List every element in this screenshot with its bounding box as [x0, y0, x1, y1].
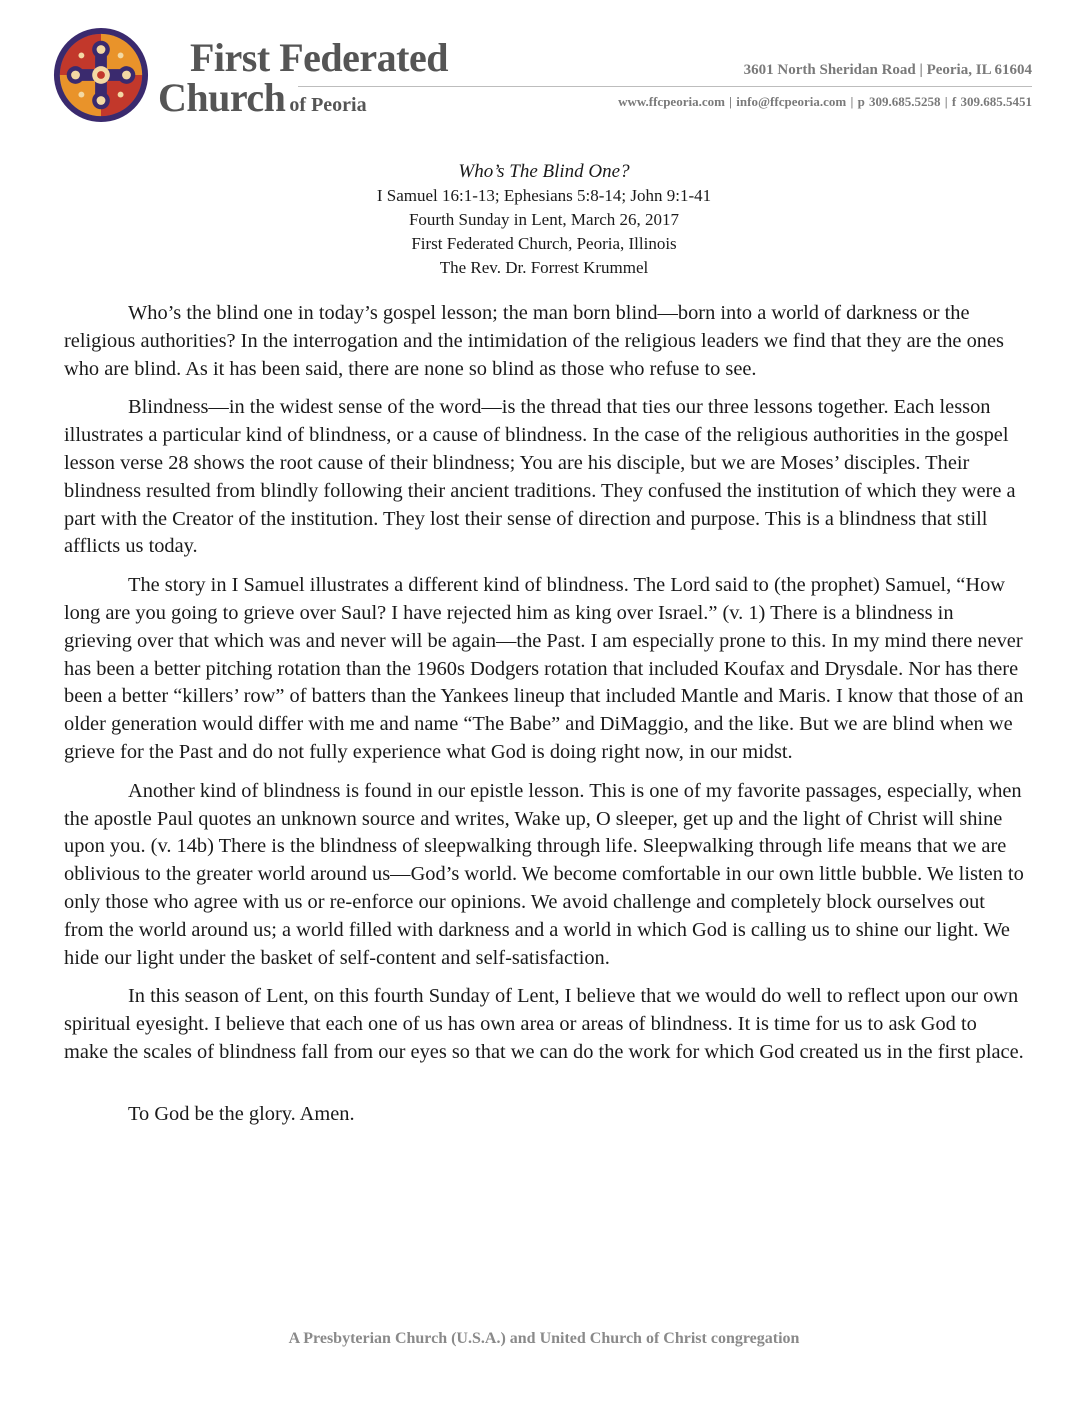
page-footer: A Presbyterian Church (U.S.A.) and United Church of Christ congregation [288, 1330, 800, 1347]
body-paragraph: In this season of Lent, on this fourth Sunday of Lent, I believe that we would do well to reflect upon our own spiritual eyesight. I believe that each one of us has own area or areas of blindness. It is time for us to ask God to make the scales of blindness fall from our eyes so that we can do the work for which God created us in the first place. [64, 985, 1024, 1063]
sermon-location: First Federated Church, Peoria, Illinois [411, 234, 677, 253]
brand-of-peoria: of Peoria [289, 94, 367, 116]
sermon-scripture: I Samuel 16:1-13; Ephesians 5:8-14; John 9:1-41 [376, 186, 712, 205]
body-paragraph: Blindness—in the widest sense of the word—is the thread that ties our three lessons together. Each lesson illustrates a particular kind of blindness, or a cause of blindness. In the case of the religious authorities in the gospel lesson verse 28 shows the root cause of their blindness; You are his disciple, but we are Moses’ disciples. Their blindness resulted from blindly following their ancient traditions. They confused the institution of which they were a part with the Creator of the institution. They lost their sense of direction and purpose. This is a blindness that still afflicts us today. [64, 396, 1016, 558]
sermon-title: Who’s The Blind One? [458, 161, 630, 182]
letterhead-divider [298, 86, 1032, 87]
body-paragraph: Who’s the blind one in today’s gospel lesson; the man born blind—born into a world of darkness or the religious authorities? In the interrogation and the intimidation of the religious leaders we find that they are the ones who are blind. As it has been said, there are none so blind as those who refuse to see. [64, 302, 1004, 380]
brand-name-line2 [158, 75, 367, 120]
sermon-preacher: The Rev. Dr. Forrest Krummel [439, 258, 649, 277]
letterhead [0, 0, 1088, 130]
sermon-body [64, 300, 1026, 1140]
body-paragraph: The story in I Samuel illustrates a different kind of blindness. The Lord said to (the prophet) Samuel, “How long are you going to grieve over Saul? I have rejected him as king over Israel.” (v. 1) There is a blindness in grieving over that which was and never will be again—the Past. I am especially prone to this. In my mind there never has been a better pitching rotation than the 1960s Dodgers rotation that included Koufax and Drysdale. Nor has there been a better “killers’ row” of batters than the Yankees lineup that included Mantle and Maris. I know that those of an older generation would differ with me and name “The Babe” and DiMaggio, and the like. But we are blind when we grieve for the Past and do not fully experience what God is doing right now, in our midst. [64, 574, 1024, 763]
brand-church-word: Church [158, 75, 286, 120]
sermon-occasion: Fourth Sunday in Lent, March 26, 2017 [408, 210, 680, 229]
church-contact-info: www.ffcpeoria.com | info@ffcpeoria.com | p 309.685.5258 | f 309.685.5451 [618, 94, 1032, 109]
church-address: 3601 North Sheridan Road | Peoria, IL 61604 [743, 62, 1032, 78]
body-paragraph: Another kind of blindness is found in our epistle lesson. This is one of my favorite passages, especially, when the apostle Paul quotes an unknown source and writes, Wake up, O sleeper, get up and the light of Christ will shine upon you. (v. 14b) There is the blindness of sleepwalking through life. Sleepwalking through life means that we are oblivious to the greater world around us—God’s world. We become comfortable in our own little bubble. We listen to only those who agree with us or re-enforce our opinions. We avoid challenge and completely block ourselves out from the world around us; a world filled with darkness and a world in which God is calling us to shine our light. We hide our light under the basket of self-content and self-satisfaction. [64, 779, 1024, 969]
church-quatrefoil-logo-icon [52, 26, 150, 124]
sermon-heading [0, 160, 1088, 280]
closing-line: To God be the glory. Amen. [128, 1102, 355, 1125]
brand-name-line1: First Federated [190, 35, 448, 80]
